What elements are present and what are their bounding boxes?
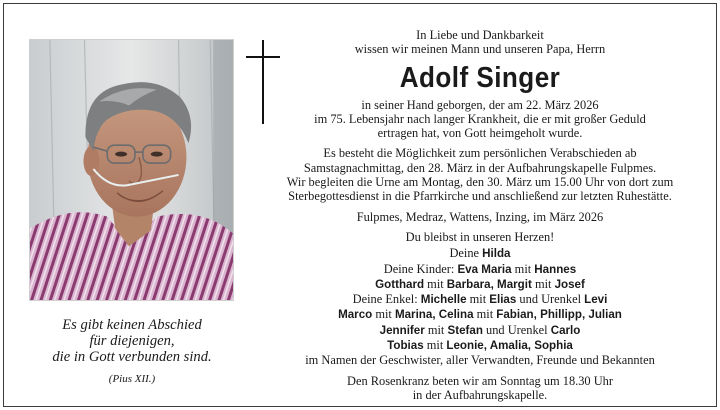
intro-line: In Liebe und Dankbarkeit	[416, 28, 544, 42]
mourner-text: und Urenkel	[482, 322, 551, 337]
mourner-text: mit	[466, 292, 490, 307]
mourner-text: mit	[531, 276, 555, 291]
mourner-name: Leonie, Amalia, Sophia	[446, 339, 573, 353]
farewell-line: Samstagnachmittag, den 28. März in der Aufbahrungskapelle Fulpmes.	[303, 160, 657, 175]
mourners-list	[280, 246, 680, 367]
mourner-line	[280, 307, 680, 322]
mourner-text: mit	[473, 307, 497, 322]
death-notice-line: ertragen hat, von Gott heimgeholt wurde.	[377, 126, 583, 141]
quote-source: (Pius XII.)	[108, 373, 156, 385]
death-notice-line: in seiner Hand geborgen, der am 22. März 2026	[361, 97, 599, 112]
rosary-info	[280, 374, 680, 403]
mourner-name: Stefan	[447, 323, 483, 337]
rosary-line: Den Rosenkranz beten wir am Sonntag um 18.30 Uhr	[347, 373, 613, 388]
mourner-line	[280, 338, 680, 353]
obituary-card	[3, 3, 717, 407]
intro	[280, 28, 680, 57]
mourner-name: Eva Maria	[457, 262, 512, 276]
mourner-text: im Namen der Geschwister, aller Verwandten, Freunde und Bekannten	[305, 353, 655, 368]
farewell-line: Es besteht die Möglichkeit zum persönlichen Verabschieden ab	[323, 146, 637, 161]
quote-line: für diejenigen,	[89, 333, 175, 349]
mourner-line	[280, 323, 680, 338]
mourner-name: Michelle	[420, 293, 467, 307]
mourner-name: Marco	[338, 308, 373, 322]
mourner-name: Hannes	[534, 262, 577, 276]
deceased-name: Adolf Singer	[399, 61, 561, 94]
mourner-name: Gotthard	[375, 277, 425, 291]
obituary-text	[280, 28, 680, 402]
mourner-name: Josef	[554, 277, 585, 291]
mourner-text: mit	[423, 338, 447, 353]
farewell-line: Sterbegottesdienst in die Pfarrkirche und anschließend zur letzten Ruhestätte.	[288, 189, 672, 204]
place-date: Fulpmes, Medraz, Wattens, Inzing, im März 2026	[356, 209, 604, 224]
mourner-text: Deine Enkel:	[352, 292, 421, 307]
death-notice	[280, 98, 680, 141]
mourner-line	[280, 246, 680, 261]
portrait-photo	[29, 39, 234, 301]
mourner-name: Carlo	[550, 323, 581, 337]
intro-line: wissen wir meinen Mann und unseren Papa, Herrn	[354, 42, 606, 57]
farewell-line: Wir begleiten die Urne am Montag, den 30. März um 15.00 Uhr von dort zum	[286, 175, 674, 190]
rosary-line: in der Aufbahrungskapelle.	[412, 387, 548, 402]
quote-line: Es gibt keinen Abschied	[62, 317, 202, 333]
quote-line: die in Gott verbunden sind.	[52, 349, 212, 365]
remembrance-line: Du bleibst in unseren Herzen!	[405, 229, 555, 244]
mourner-line	[280, 262, 680, 277]
mourner-text: Deine	[449, 246, 483, 261]
mourner-name: Hilda	[482, 247, 511, 261]
cross-icon	[246, 40, 280, 124]
mourner-name: Tobias	[387, 339, 424, 353]
mourner-text: mit	[372, 307, 395, 322]
death-notice-line: im 75. Lebensjahr nach langer Krankheit, die er mit großer Geduld	[314, 111, 646, 126]
mourner-name: Marina, Celina	[394, 308, 474, 322]
mourner-name: Barbara, Margit	[446, 277, 532, 291]
mourner-name: Fabian, Phillipp, Julian	[496, 308, 622, 322]
mourner-name: Jennifer	[379, 323, 425, 337]
mourner-text: mit	[511, 261, 535, 276]
mourner-line	[280, 353, 680, 367]
mourner-text: mit	[424, 322, 448, 337]
mourner-text: und Urenkel	[516, 292, 585, 307]
mourner-name: Elias	[489, 293, 517, 307]
farewell-info	[280, 146, 680, 203]
mourner-name: Levi	[584, 293, 608, 307]
memorial-quote	[26, 317, 238, 387]
mourner-text: Deine Kinder:	[383, 261, 458, 276]
mourner-line	[280, 292, 680, 307]
mourner-text: mit	[424, 276, 447, 291]
mourner-line	[280, 277, 680, 292]
